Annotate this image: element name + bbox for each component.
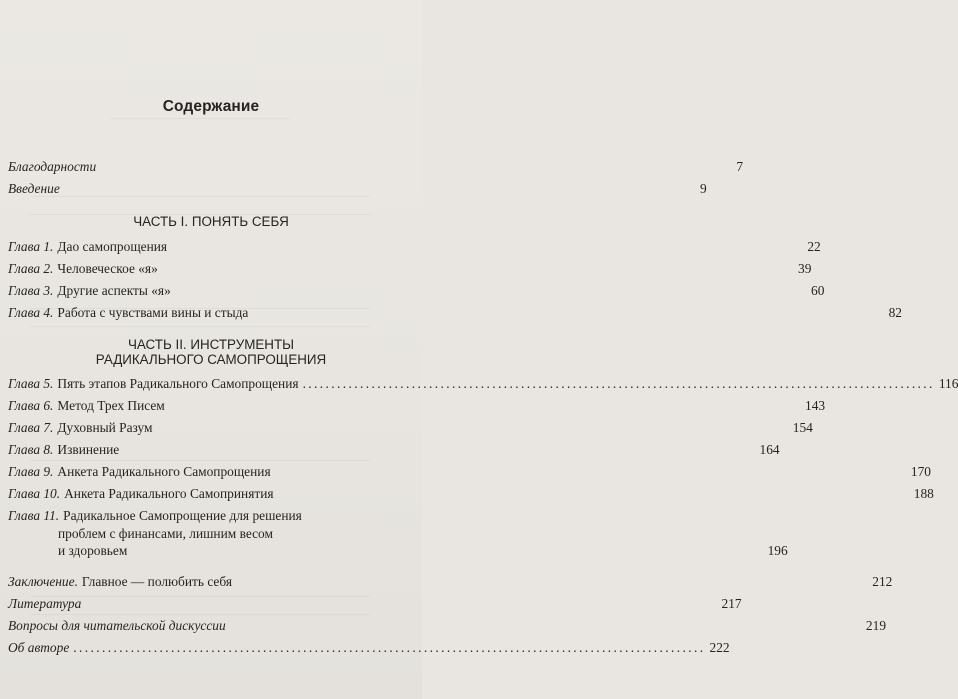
leader-blank bbox=[171, 238, 803, 255]
page-number: 7 bbox=[736, 159, 744, 174]
leader-blank bbox=[275, 463, 907, 480]
page-number: 217 bbox=[721, 596, 742, 611]
chapter-label: Глава 11. bbox=[8, 508, 60, 523]
chapter-title: Человеческое «я» bbox=[57, 261, 158, 276]
page-number: 39 bbox=[798, 261, 812, 276]
dot-leader: .............................................................................................................. bbox=[73, 640, 706, 655]
toc-entry-chapter-10 bbox=[8, 485, 934, 502]
chapter-label: Глава 9. bbox=[8, 464, 54, 479]
chapter-title: Извинение bbox=[57, 442, 120, 457]
toc-entry-acknowledgments bbox=[8, 158, 744, 175]
part-2-heading-line-1: ЧАСТЬ II. ИНСТРУМЕНТЫ bbox=[128, 337, 294, 352]
page-number: 222 bbox=[709, 640, 730, 655]
chapter-label: Глава 1. bbox=[8, 239, 54, 254]
toc-title: Содержание bbox=[162, 98, 260, 115]
entry-label: Литература bbox=[8, 596, 82, 611]
leader-blank bbox=[162, 260, 794, 277]
toc-entry-chapter-1 bbox=[8, 238, 821, 255]
entry-label: Введение bbox=[8, 181, 60, 196]
toc-entry-chapter-2 bbox=[8, 260, 812, 277]
toc-entry-chapter-11 bbox=[8, 507, 788, 560]
page-number: 60 bbox=[811, 283, 825, 298]
toc-entry-chapter-5 bbox=[8, 375, 958, 392]
chapter-title-line-3: и здоровьем bbox=[58, 543, 128, 559]
chapter-title: Анкета Радикального Самопрощения bbox=[57, 464, 271, 479]
leader-blank bbox=[175, 282, 807, 299]
chapter-label: Глава 6. bbox=[8, 398, 54, 413]
toc-entry-chapter-6 bbox=[8, 397, 826, 414]
leader-blank bbox=[169, 397, 801, 414]
leader-blank bbox=[64, 180, 696, 197]
page-number: 212 bbox=[872, 574, 893, 589]
chapter-label: Глава 5. bbox=[8, 376, 54, 391]
chapter-title: Пять этапов Радикального Самопрощения bbox=[57, 376, 299, 391]
toc-entry-chapter-9 bbox=[8, 463, 931, 480]
chapter-label: Глава 2. bbox=[8, 261, 54, 276]
leader-blank bbox=[123, 441, 755, 458]
chapter-title: Метод Трех Писем bbox=[57, 398, 165, 413]
leader-blank bbox=[236, 573, 868, 590]
entry-label: Об авторе bbox=[8, 640, 70, 655]
part-1-heading: ЧАСТЬ I. ПОНЯТЬ СЕБЯ bbox=[133, 214, 289, 229]
toc-entry-literature bbox=[8, 595, 742, 612]
page-number: 154 bbox=[792, 420, 813, 435]
page-number: 170 bbox=[910, 464, 931, 479]
toc-entry-chapter-3 bbox=[8, 282, 825, 299]
leader-blank bbox=[131, 542, 763, 560]
toc-entry-about-author bbox=[8, 639, 730, 656]
chapter-title: Работа с чувствами вины и стыда bbox=[57, 305, 249, 320]
page-number: 188 bbox=[913, 486, 934, 501]
toc-entry-chapter-8 bbox=[8, 441, 780, 458]
page-number: 116 bbox=[938, 376, 958, 391]
leader-blank bbox=[100, 158, 732, 175]
page-number: 196 bbox=[767, 543, 788, 559]
chapter-label: Глава 10. bbox=[8, 486, 61, 501]
leader-blank bbox=[85, 595, 717, 612]
page-number: 22 bbox=[807, 239, 821, 254]
chapter-label: Глава 7. bbox=[8, 420, 54, 435]
chapter-title: Другие аспекты «я» bbox=[57, 283, 171, 298]
chapter-label: Глава 8. bbox=[8, 442, 54, 457]
entry-label: Благодарности bbox=[8, 159, 97, 174]
page-number: 164 bbox=[759, 442, 780, 457]
dot-leader: .............................................................................................................. bbox=[302, 376, 935, 391]
leader-blank bbox=[157, 419, 789, 436]
leader-blank bbox=[278, 485, 910, 502]
chapter-label: Глава 4. bbox=[8, 305, 54, 320]
toc-entry-chapter-7 bbox=[8, 419, 813, 436]
chapter-label: Глава 3. bbox=[8, 283, 54, 298]
chapter-title: Духовный Разум bbox=[57, 420, 153, 435]
entry-title: Главное — полюбить себя bbox=[81, 574, 233, 589]
page-number: 82 bbox=[888, 305, 902, 320]
chapter-title: Анкета Радикального Самопринятия bbox=[64, 486, 274, 501]
toc-entry-chapter-4 bbox=[8, 304, 902, 321]
leader-blank bbox=[252, 304, 884, 321]
page-number: 9 bbox=[700, 181, 707, 196]
entry-label: Заключение. bbox=[8, 574, 78, 589]
chapter-title-line-2: проблем с финансами, лишним весом bbox=[58, 525, 273, 541]
entry-label: Вопросы для читательской дискуссии bbox=[8, 618, 226, 633]
toc-entry-introduction bbox=[8, 180, 707, 197]
leader-blank bbox=[230, 617, 862, 634]
chapter-title-line-1: Радикальное Самопрощение для решения bbox=[63, 508, 302, 523]
chapter-title: Дао самопрощения bbox=[57, 239, 168, 254]
toc-entry-discussion-questions bbox=[8, 617, 887, 634]
toc-entry-conclusion bbox=[8, 573, 893, 590]
page-number: 143 bbox=[805, 398, 826, 413]
part-2-heading-line-2: РАДИКАЛЬНОГО САМОПРОЩЕНИЯ bbox=[95, 352, 327, 367]
page-number: 219 bbox=[865, 618, 887, 633]
